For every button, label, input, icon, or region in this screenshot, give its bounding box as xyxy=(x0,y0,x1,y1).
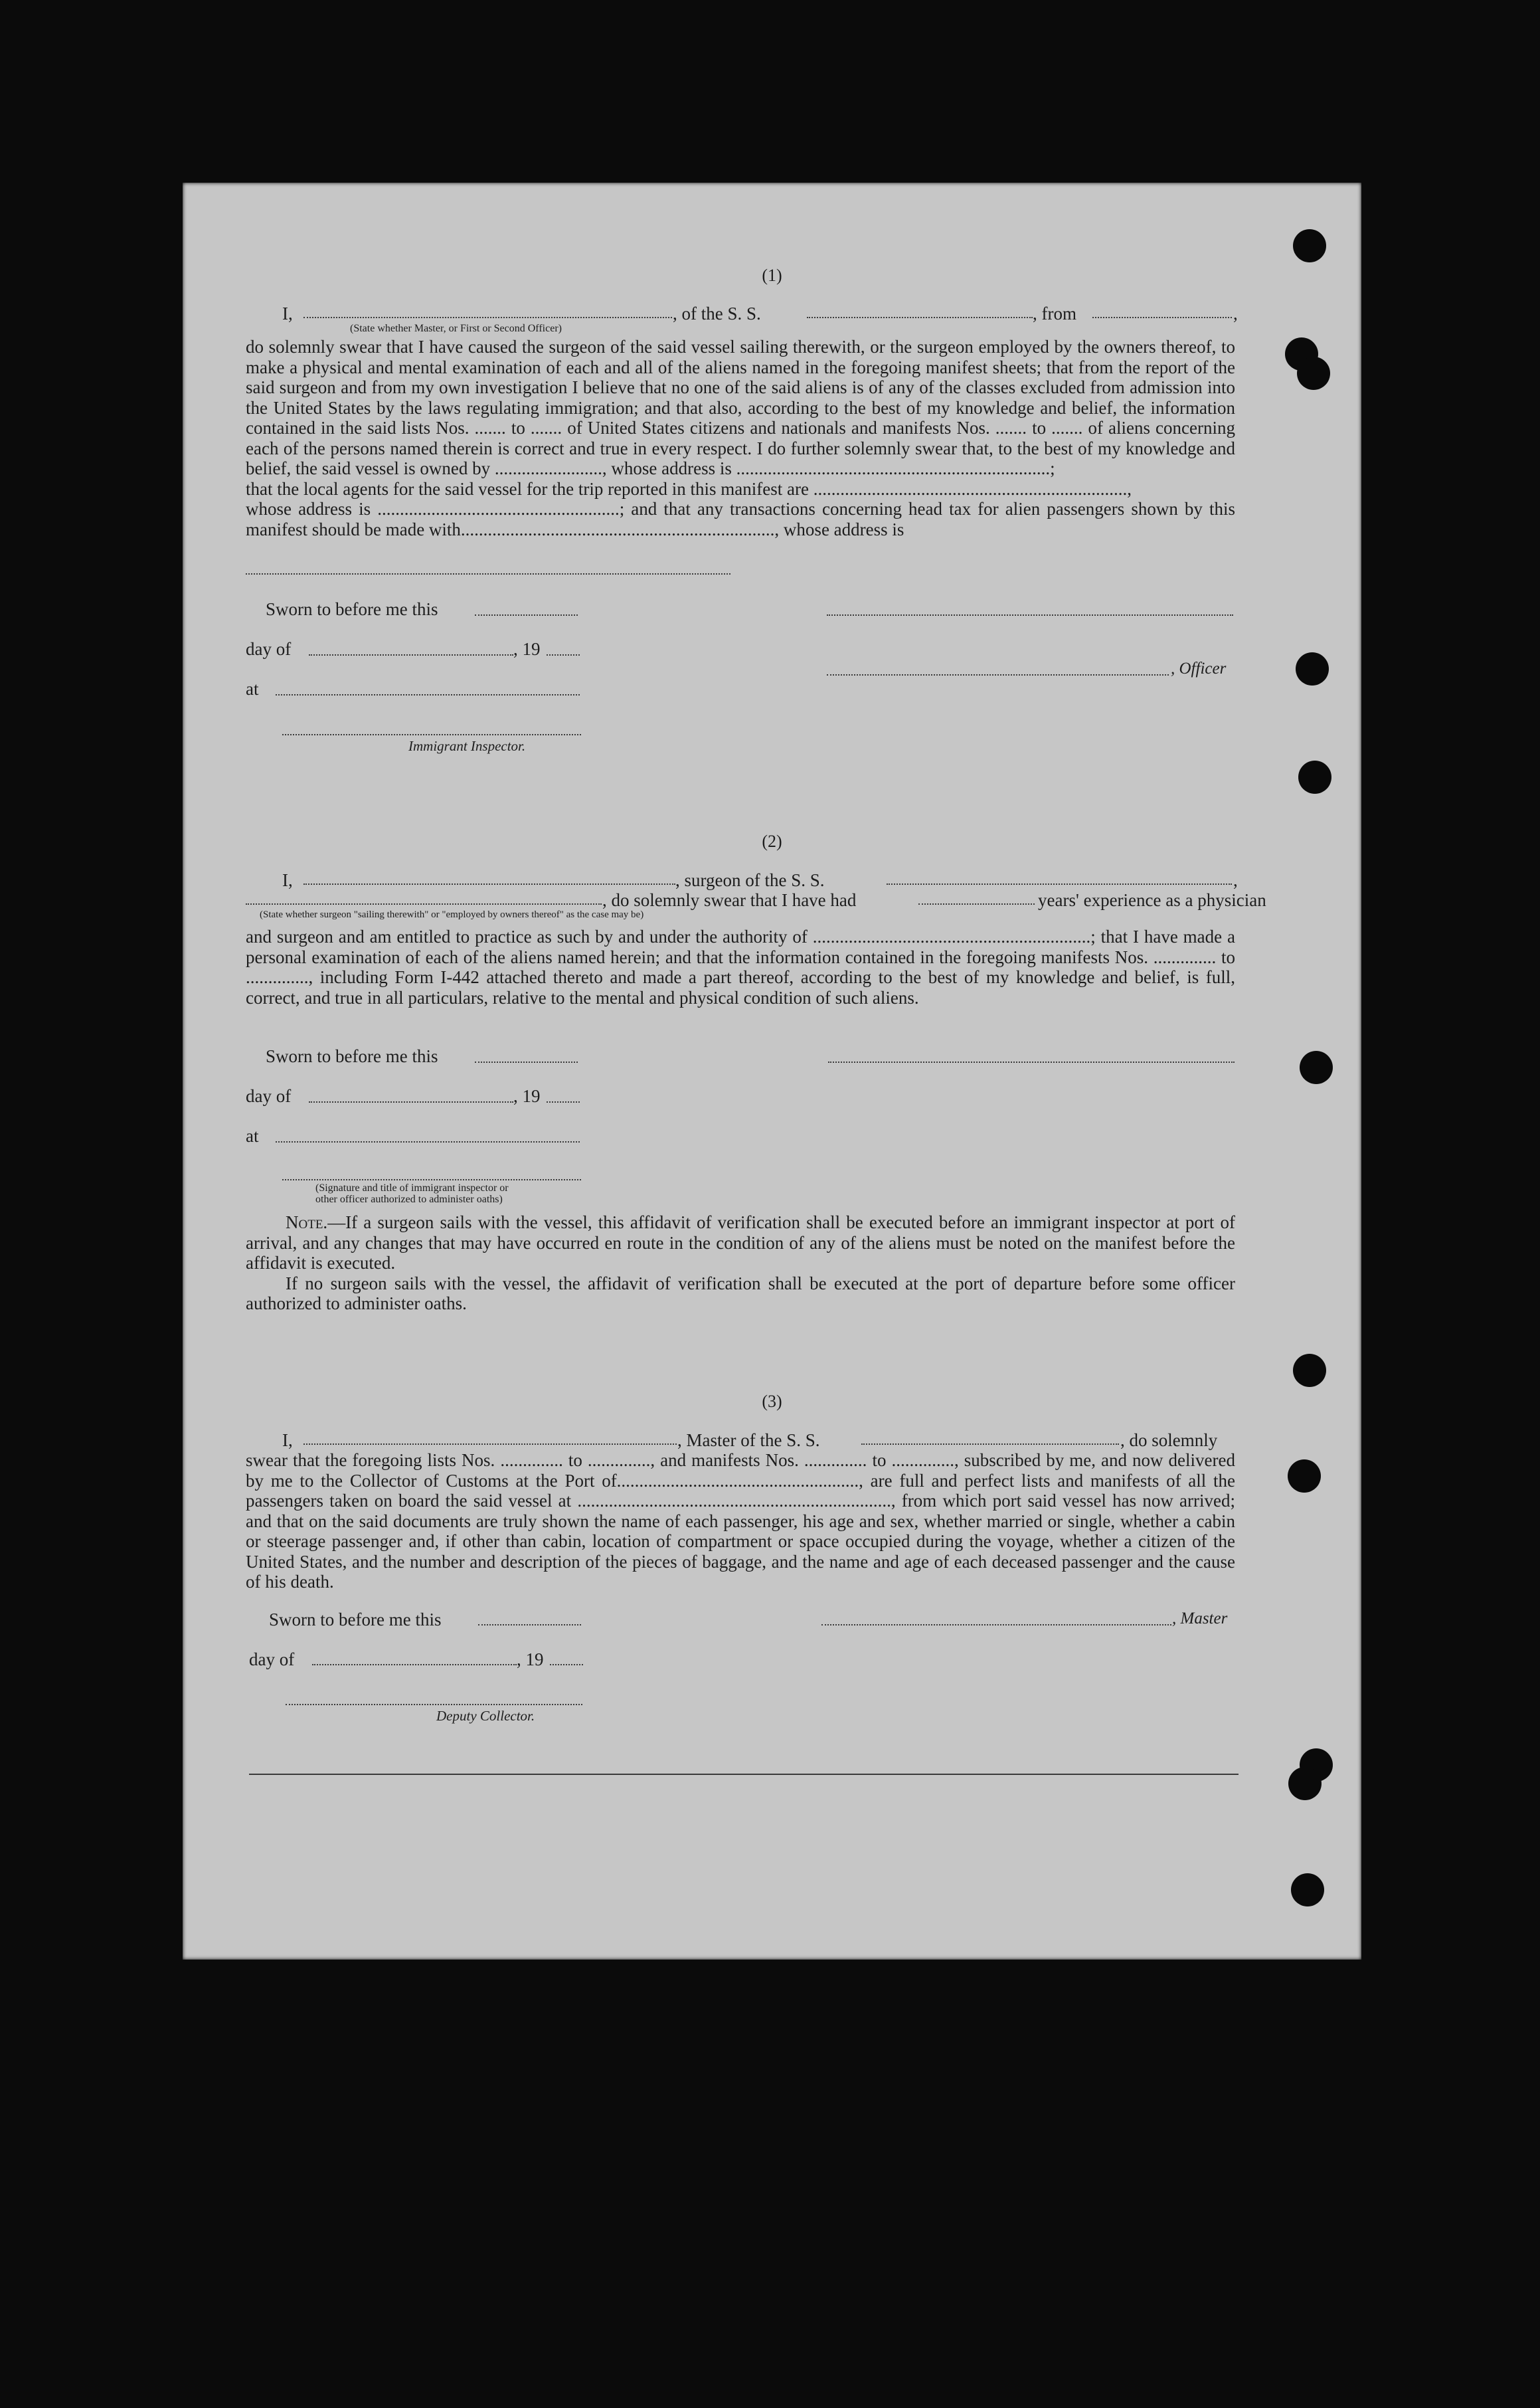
year-field[interactable] xyxy=(547,654,580,656)
officer-title-field[interactable] xyxy=(303,317,672,318)
head-tax-address-field[interactable] xyxy=(246,573,730,575)
sworn-day-field[interactable] xyxy=(475,614,578,616)
at-label: at xyxy=(246,1126,259,1146)
section-1-agents-line: that the local agents for the said vessel for the trip reported in this manifest are ......................................................................, xyxy=(246,478,1132,499)
manifest-affidavit-page xyxy=(183,183,1361,1960)
section-3-i-label: I, xyxy=(282,1430,293,1450)
punch-hole xyxy=(1288,1767,1322,1800)
section-1-i-label: I, xyxy=(282,304,293,324)
section-2-oath-text: and surgeon and am entitled to practice as such by and under the authority of ..............................................................; that I have made a personal examination of each of the aliens named herein; and that the information contained in the foregoing manifests Nos. .............. to .............., including Form I-442 attached thereto and made a part thereof, according to the best of my knowledge and belief, is full, correct, and true in all particulars, relative to the mental and physical condition of such aliens. xyxy=(246,927,1235,1008)
note-label: Note. xyxy=(286,1212,328,1232)
section-1-oath-text xyxy=(246,337,1235,539)
master-vessel-field[interactable] xyxy=(861,1443,1119,1445)
years-experience-label: years' experience as a physician xyxy=(1038,890,1266,910)
sworn-day-field[interactable] xyxy=(475,1062,578,1063)
section-3-oath-text: swear that the foregoing lists Nos. .............. to .............., and manifests Nos. .............. to .............., subscribed by me, and now delivered by me to the Collector of Customs at the Port of......................................................, are full and perfect lists and manifests of all the passengers taken on board the said vessel at ......................................................................, from which port said vessel has now arrived; and that on the said documents are truly shown the name of each passenger, his age and sex, whether married or single, whether a cabin or steerage passenger and, if other than cabin, location of compartment or space occupied during the voyage, whether a citizen of the United States, and the number and description of the pieces of baggage, and the name and age of each deceased passenger and the cause of his death. xyxy=(246,1450,1235,1592)
master-label: , Master xyxy=(1172,1610,1228,1627)
section-2-number: (2) xyxy=(762,832,782,851)
at-label: at xyxy=(246,679,259,699)
surgeon-vessel-field[interactable] xyxy=(887,883,1232,885)
vessel-name-field[interactable] xyxy=(807,317,1033,318)
section-2-comma: , xyxy=(1233,870,1238,890)
place-field[interactable] xyxy=(276,694,580,695)
section-1-head-tax-line: whose address is ......................................................; and that any transactions concerning head tax for alien passengers shown by this manifest should be made with......................................................................, whose address is xyxy=(246,499,1235,539)
years-experience-field[interactable] xyxy=(918,903,1035,905)
officer-label: , Officer xyxy=(1171,660,1227,678)
punch-hole xyxy=(1298,761,1331,794)
sworn-label: Sworn to before me this xyxy=(266,1046,438,1066)
surgeon-signature-field[interactable] xyxy=(828,1062,1235,1063)
signature-caption-line-1: (Signature and title of immigrant inspector or xyxy=(315,1182,509,1194)
year-label: , 19 xyxy=(517,1649,544,1669)
section-1-paragraph: do solemnly swear that I have caused the surgeon of the said vessel sailing therewith, or the surgeon employed by the owners thereof, to make a physical and mental examination of each and all of the aliens named in the foregoing manifest sheets; that from the report of the said surgeon and from my own investigation I believe that no one of the said aliens is of any of the classes excluded from admission into the United States by the laws regulating immigration; and that also, according to the best of my knowledge and belief, the information contained in the said lists Nos. ....... to ....... of United States citizens and nationals and manifests Nos. ....... to ....... of aliens concerning each of the persons named therein is correct and true in every respect. I do further solemnly swear that, to the best of my knowledge and belief, the said vessel is owned by ........................, whose address is ......................................................................; xyxy=(246,337,1235,478)
deputy-collector-label: Deputy Collector. xyxy=(436,1708,535,1724)
punch-hole xyxy=(1300,1051,1333,1084)
master-name-field[interactable] xyxy=(303,1443,677,1445)
officer-name-field[interactable] xyxy=(827,674,1169,676)
month-field[interactable] xyxy=(309,654,513,656)
solemnly-swear-label: , do solemnly swear that I have had xyxy=(602,890,857,910)
section-1-number: (1) xyxy=(762,266,782,285)
section-1-from-label: , from xyxy=(1033,304,1076,324)
surgeon-status-field[interactable] xyxy=(246,903,602,905)
immigrant-inspector-label: Immigrant Inspector. xyxy=(408,738,526,754)
officer-title-caption: (State whether Master, or First or Second Officer) xyxy=(350,323,562,334)
month-field[interactable] xyxy=(312,1664,517,1665)
note-text-2: If no surgeon sails with the vessel, the affidavit of verification shall be executed at the port of departure before some officer authorized to administer oaths. xyxy=(246,1273,1235,1313)
month-field[interactable] xyxy=(309,1101,513,1103)
punch-hole xyxy=(1288,1459,1321,1493)
section-1-of-ss-label: , of the S. S. xyxy=(673,304,761,324)
officer-signature-field[interactable] xyxy=(827,614,1233,616)
year-label: , 19 xyxy=(513,1086,541,1106)
punch-hole xyxy=(1296,652,1329,686)
year-label: , 19 xyxy=(513,639,541,659)
bottom-rule xyxy=(249,1774,1239,1775)
collector-signature-field[interactable] xyxy=(286,1704,582,1705)
sworn-day-field[interactable] xyxy=(478,1624,581,1625)
sworn-label: Sworn to before me this xyxy=(266,599,438,619)
inspector-signature-field[interactable] xyxy=(282,734,581,735)
departure-port-field[interactable] xyxy=(1092,317,1232,318)
day-of-label: day of xyxy=(246,639,292,659)
section-3-number: (3) xyxy=(762,1392,782,1411)
note-text: —If a surgeon sails with the vessel, this affidavit of verification shall be executed before an immigrant inspector at port of arrival, and any changes that may have occurred en route in the condition of any of the aliens must be noted on the manifest before the affidavit is executed. xyxy=(246,1212,1235,1273)
day-of-label: day of xyxy=(249,1649,295,1669)
section-1-comma: , xyxy=(1233,304,1238,324)
year-field[interactable] xyxy=(547,1101,580,1103)
punch-hole xyxy=(1297,357,1330,390)
year-field[interactable] xyxy=(550,1664,583,1665)
day-of-label: day of xyxy=(246,1086,292,1106)
surgeon-note xyxy=(246,1212,1235,1314)
surgeon-of-ss-label: , surgeon of the S. S. xyxy=(675,870,825,890)
place-field[interactable] xyxy=(276,1141,580,1143)
inspector-signature-field[interactable] xyxy=(282,1179,581,1180)
surgeon-name-field[interactable] xyxy=(303,883,675,885)
surgeon-status-caption: (State whether surgeon "sailing therewith" or "employed by owners thereof" as the case may be) xyxy=(260,909,644,920)
master-of-ss-label: , Master of the S. S. xyxy=(677,1430,820,1450)
punch-hole xyxy=(1291,1873,1324,1906)
do-solemnly-label: , do solemnly xyxy=(1120,1430,1218,1450)
signature-caption-line-2: other officer authorized to administer oaths) xyxy=(315,1194,503,1205)
sworn-label: Sworn to before me this xyxy=(269,1610,442,1629)
punch-hole xyxy=(1293,1354,1326,1387)
master-signature-field[interactable] xyxy=(821,1624,1171,1625)
section-2-i-label: I, xyxy=(282,870,293,890)
punch-hole xyxy=(1293,229,1326,262)
